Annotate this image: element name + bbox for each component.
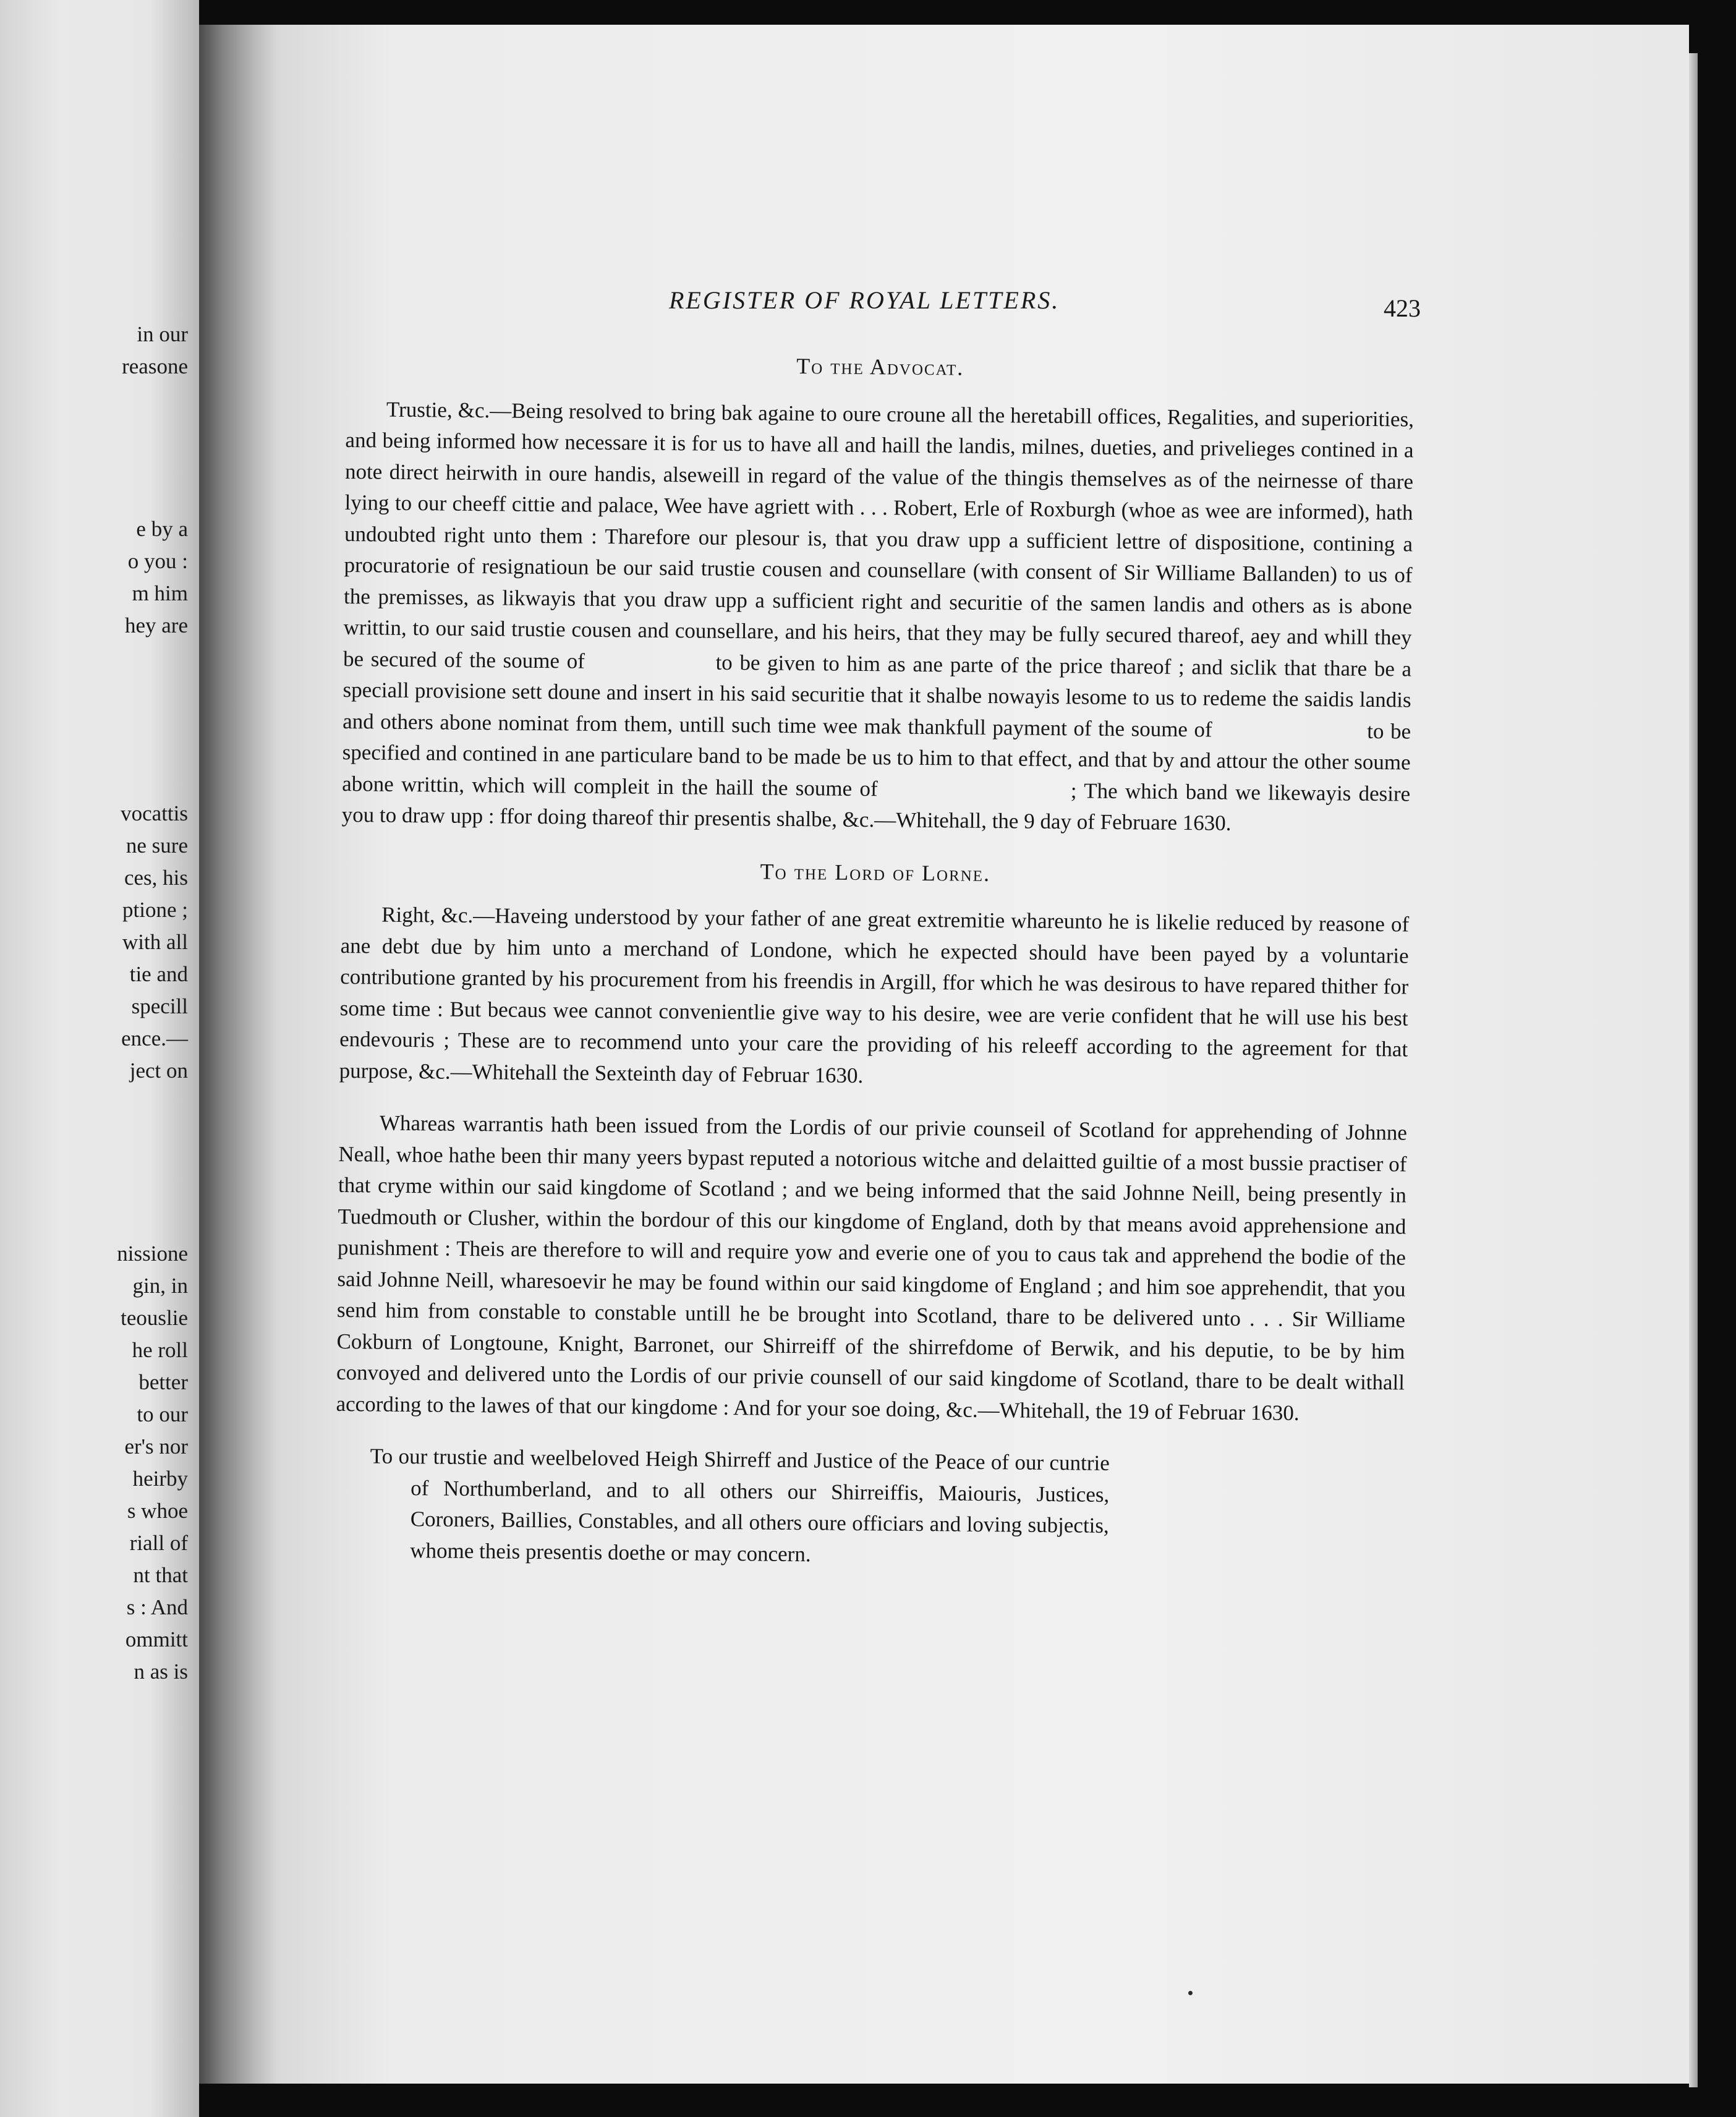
warrant-johnne-neill: Whareas warrantis hath been issued from the Lordis of our privie counseil of Scotland for apprehending of Johnne Neall, whoe hathe been thir many yeers bypast reputed a notorious witche and delaitted guiltie of a most bussie practiser of that cryme within our said kingdome of Scotland ; and we being informed that the said Johnne Neill, being presently in Tuedmouth or Clusher, within the bordour of this our kingdome of England, doth by that means avoid apprehensione and punishment : Theis are therefore to will and require yow and everie one of you to caus tak and apprehend the bodie of the said Johnne Neill, wharesoevir he may be found within our said kingdome of England ; and him soe apprehendit, that you send him from constable to constable untill he be brought into Scotland, thare to be delivered unto . . . Sir Williame Cokburn of Longtoune, Knight, Barronet, our Shirreiff of the shirrefdome of Berwik, and his deputie, to be by him convoyed and delivered unto the Lordis of our privie counsell of our said kingdome of Scotland, thare to be dealt withall according to the lawes of that our kingdome : And for your soe doing, &c.—Whitehall, the 19 of Februar 1630. bbox=[336, 1110, 1408, 1425]
left-page-fragment: tie and bbox=[129, 962, 188, 986]
left-page-fragment: reasone bbox=[122, 354, 188, 378]
letter-to-lord-of-lorne: Right, &c.—Haveing understood by your father of ane great extremitie whareunto he is likelie reduced by reasone of ane debt due by him unto a merchand of Londone, which he expected should have been payed by a voluntarie contributione granted by his procurement from his freendis in Argill, ffor which he was desirous to have repared thither for some time : But becaus wee cannot convenientlie give way to his desire, wee are verie confident that he will use his best endevouris ; These are to recommend unto your care the providing of his releeff according to the agreement for that purpose, &c.—Whitehall the Sexteinth day of Februar 1630. bbox=[339, 902, 1410, 1088]
left-page-fragment: ommitt bbox=[125, 1627, 188, 1651]
left-page-fragment: ne sure bbox=[126, 833, 188, 858]
left-page-fragment: er's nor bbox=[124, 1434, 188, 1459]
left-page-fragment: hey are bbox=[124, 613, 188, 637]
left-page-fragment: nt that bbox=[133, 1563, 188, 1587]
left-page-fragment: heirby bbox=[132, 1467, 188, 1491]
left-page-fragment: with all bbox=[122, 930, 188, 954]
letter-text-part-4: ; The which band we likewayis desire you to draw upp : ffor doing thareof thir presentis shalbe, &c.—Whitehall, the 9 day of Februare 1630. bbox=[341, 778, 1411, 835]
letter-text-part-2: to be given to him as ane parte of the price thareof ; and siclik that thare be a speciall provisione sett doune and insert in his said securitie that it shalbe nowayis lesome to us to redeme the saidis landis and others abone nominat from them, untill such time wee mak thankfull payment of the soume of bbox=[342, 650, 1412, 741]
running-title: REGISTER OF ROYAL LETTERS. bbox=[669, 286, 1060, 314]
warrant-address: To our trustie and weelbeloved Heigh Shirreff and Justice of the Peace of our cuntrie of Northumberland, and to all others our Shirreiffis, Maiouris, Justices, Coroners, Baillies, Constables, and all others oure officiars and loving subjectis, whome theis presentis doethe or may concern. bbox=[370, 1444, 1110, 1566]
left-page-fragment: riall of bbox=[129, 1531, 188, 1555]
blank-sum-2 bbox=[1212, 736, 1361, 738]
blank-sum-1 bbox=[585, 668, 708, 669]
left-page-fragment: vocattis bbox=[121, 801, 188, 825]
ink-speck bbox=[1188, 1991, 1193, 1995]
book-gutter bbox=[199, 25, 278, 2084]
left-page-fragment: ptione ; bbox=[122, 898, 188, 922]
facing-page-left bbox=[0, 0, 199, 2117]
letter-text-part-1: Trustie, &c.—Being resolved to bring bak againe to oure croune all the heretabill offices, Regalities, and superiorities, and being informed how necessare it is for us to have all and haill the landis, milnes, dueties, and privelieges contined in a note direct heirwith in oure handis, alseweill in regard of the value of the thingis themselves as of the neirnesse of thare lying to our cheeff cittie and palace, Wee have agriett with . . . Robert, Erle of Roxburgh (whoe as wee are informed), hath undoubted right unto them : Tharefore our plesour is, that you draw upp a sufficient lettre of dispositione, contining a procuratorie of resignatioun be our said trustie cousen and counsellare (with consent of Sir Williame Ballanden) to us of the premisses, as likwayis that you draw upp a sufficient right and securitie of the samen landis and others as is abone writtin, to our said trustie cousen and counsellare, and his heirs, that they may be fully secured thareof, aey and whill they be secured of the soume of bbox=[343, 397, 1415, 673]
left-page-fragment: n as is bbox=[134, 1659, 188, 1684]
heading-to-the-lord-of-lorne: To the Lord of Lorne. bbox=[760, 858, 991, 886]
left-page-fragment: gin, in bbox=[132, 1274, 188, 1298]
left-page-fragment: to our bbox=[137, 1402, 188, 1426]
left-page-fragment: ces, his bbox=[124, 866, 188, 890]
left-page-fragment: he roll bbox=[132, 1338, 188, 1362]
page-edge bbox=[1689, 53, 1698, 2087]
left-page-fragment: e by a bbox=[136, 517, 188, 541]
letter-to-advocat bbox=[341, 393, 1414, 841]
left-page-fragment: ence.— bbox=[121, 1026, 188, 1050]
heading-to-the-advocat: To the Advocat. bbox=[796, 353, 964, 380]
left-page-fragment: teouslie bbox=[121, 1306, 188, 1330]
blank-sum-3 bbox=[877, 796, 1063, 798]
left-page-fragment: in our bbox=[137, 322, 188, 346]
left-page-fragment: s whoe bbox=[127, 1499, 188, 1523]
left-page-fragment: better bbox=[138, 1370, 188, 1394]
left-page-fragment: ject on bbox=[129, 1058, 188, 1083]
left-page-fragment: specill bbox=[131, 994, 188, 1018]
left-page-fragment: o you : bbox=[127, 549, 188, 573]
left-page-fragment: nissione bbox=[117, 1242, 188, 1266]
page-content bbox=[334, 346, 1415, 1575]
left-page-fragment: s : And bbox=[126, 1595, 188, 1619]
letter-text-part-3: to be specified and contined in ane particulare band to be made be us to him to that effect, and that by and attour the other soume abone writtin, which will compleit in the haill the soume of bbox=[342, 718, 1411, 801]
page-number: 423 bbox=[1384, 294, 1421, 322]
left-page-fragment: m him bbox=[132, 581, 188, 605]
